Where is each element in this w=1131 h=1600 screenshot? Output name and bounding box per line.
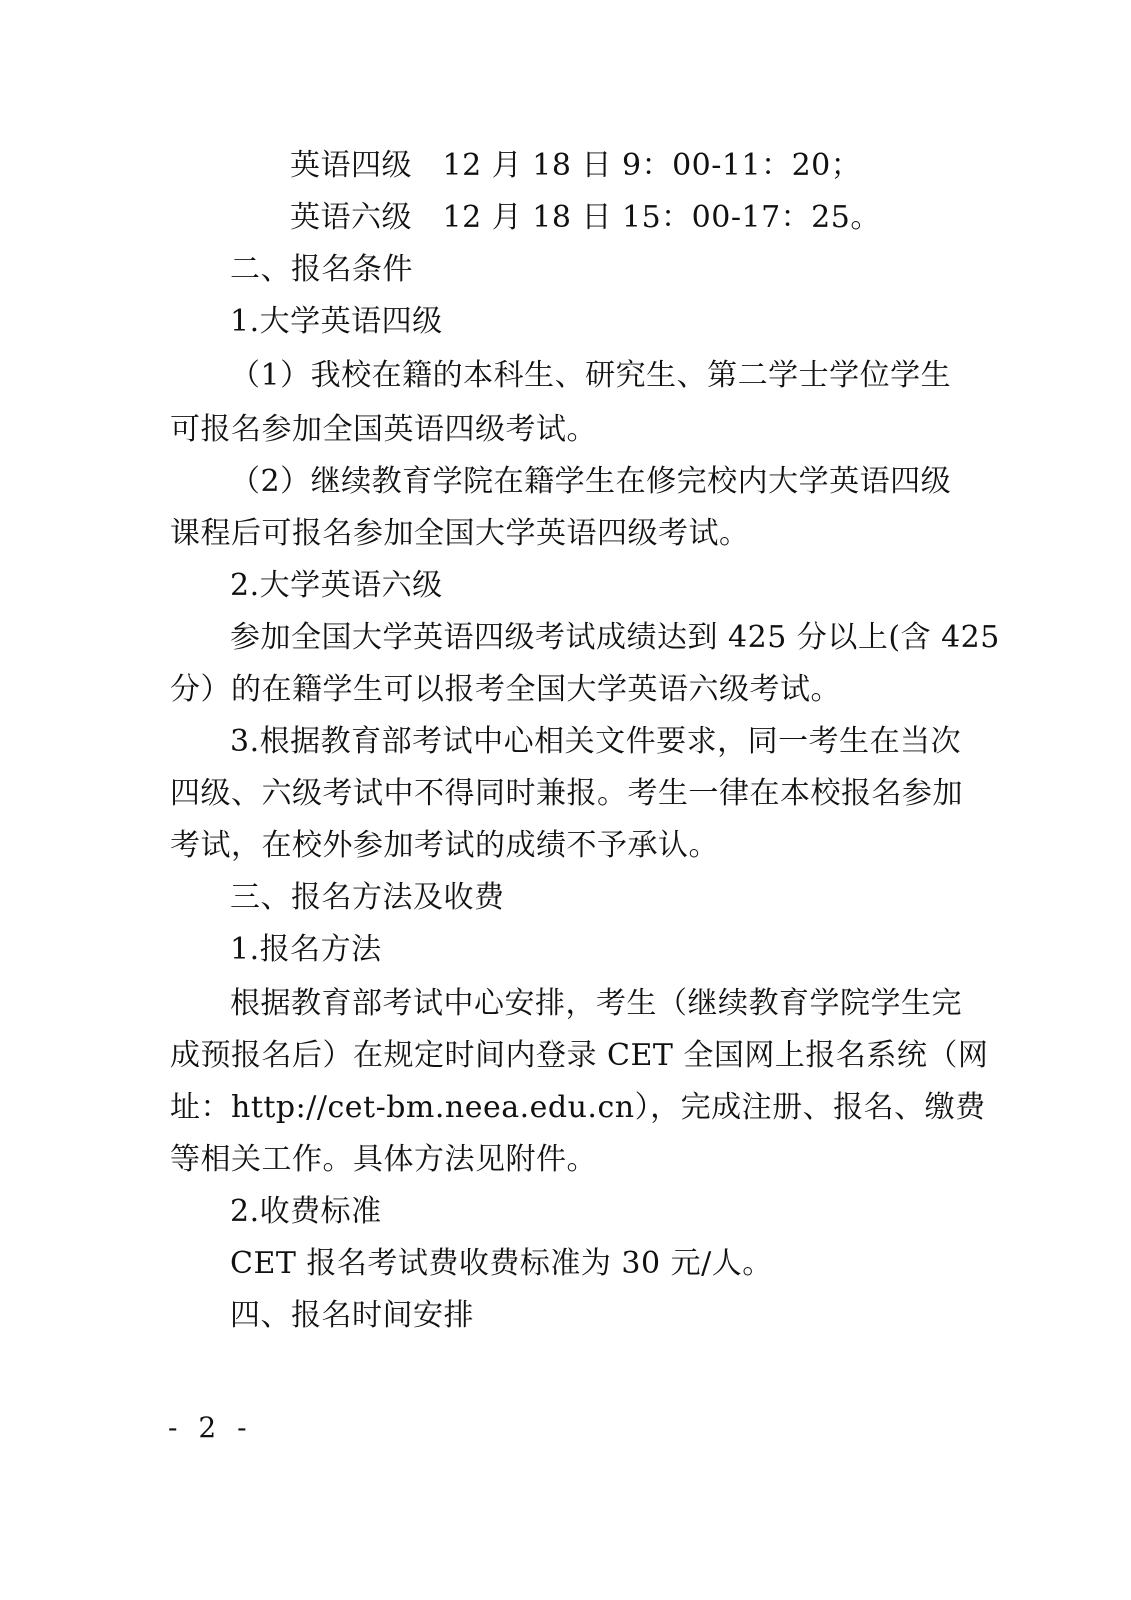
paragraph-line: 分）的在籍学生可以报考全国大学英语六级考试。 [170, 672, 841, 707]
exam-time-cet6: 英语六级 12 月 18 日 15：00-17：25。 [290, 200, 881, 235]
paragraph-line: 等相关工作。具体方法见附件。 [170, 1142, 597, 1177]
paragraph-text: 根据教育部考试中心安排，考生（继续教育学院学生完 [230, 986, 962, 1021]
exam-time-cet4: 英语四级 12 月 18 日 9：00-11：20； [290, 148, 862, 183]
paragraph-line [230, 618, 1000, 658]
paragraph-line [230, 356, 952, 396]
section-heading-schedule: 四、报名时间安排 [230, 1298, 474, 1333]
paragraph-text: 址：http://cet-bm.neea.edu.cn），完成注册、报名、缴费 [170, 1090, 986, 1125]
paragraph-line [230, 984, 962, 1024]
paragraph-line [170, 774, 963, 814]
paragraph-line [170, 1088, 986, 1128]
paragraph-line: 考试，在校外参加考试的成绩不予承认。 [170, 828, 719, 863]
subheading-cet6: 2.大学英语六级 [230, 568, 443, 603]
subheading-cet4: 1.大学英语四级 [230, 304, 443, 339]
paragraph-text: 3.根据教育部考试中心相关文件要求，同一考生在当次 [230, 724, 962, 759]
paragraph-text: 成预报名后）在规定时间内登录 CET 全国网上报名系统（网 [170, 1038, 989, 1073]
paragraph-line [170, 1036, 989, 1076]
page-number: - 2 - [168, 1411, 253, 1444]
paragraph-text: 四级、六级考试中不得同时兼报。考生一律在本校报名参加 [170, 776, 963, 811]
paragraph-text: （2）继续教育学院在籍学生在修完校内大学英语四级 [230, 464, 952, 499]
subheading-fee: 2.收费标准 [230, 1194, 382, 1229]
paragraph-line [230, 722, 962, 762]
subheading-method: 1.报名方法 [230, 932, 382, 967]
paragraph-line [230, 462, 952, 502]
section-heading-method-fee: 三、报名方法及收费 [230, 880, 505, 915]
section-heading-conditions: 二、报名条件 [230, 252, 413, 287]
paragraph-line: 课程后可报名参加全国大学英语四级考试。 [170, 516, 750, 551]
paragraph-text: （1）我校在籍的本科生、研究生、第二学士学位学生 [230, 358, 952, 393]
paragraph-text: 参加全国大学英语四级考试成绩达到 425 分以上(含 425 [230, 620, 1000, 655]
paragraph-line: CET 报名考试费收费标准为 30 元/人。 [230, 1246, 773, 1281]
paragraph-line: 可报名参加全国英语四级考试。 [170, 412, 597, 447]
